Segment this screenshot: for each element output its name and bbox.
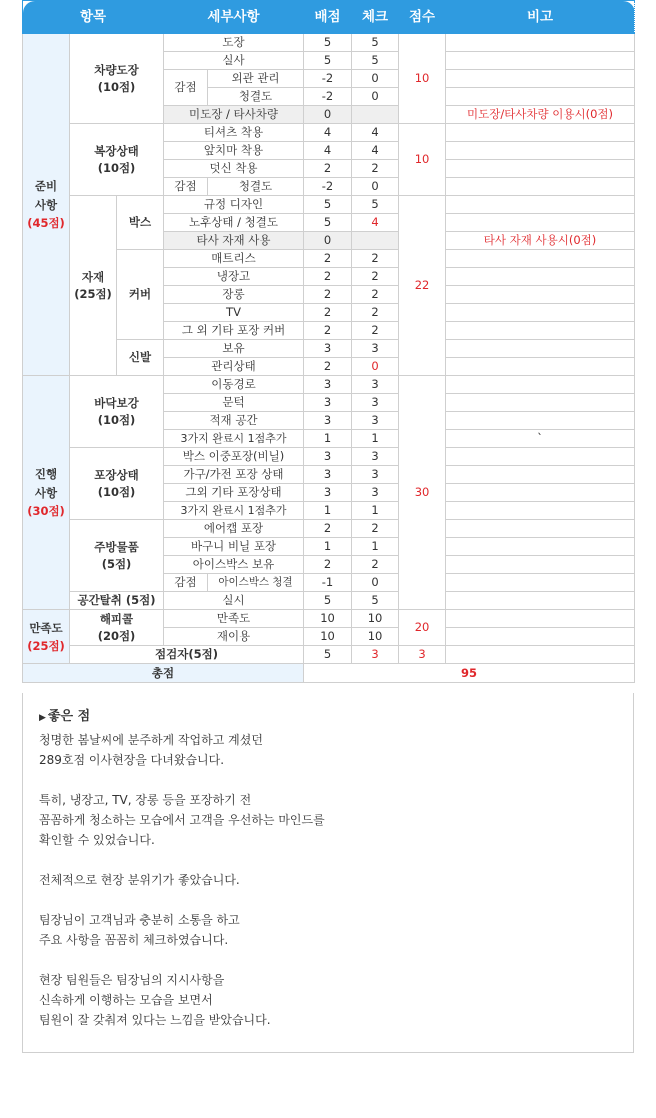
score-cell: 22 [399, 196, 446, 376]
alloc-cell: 4 [304, 124, 352, 142]
detail-cell: 아이스박스 청결 [208, 574, 304, 592]
note-cell [446, 286, 635, 304]
note-cell [446, 574, 635, 592]
alloc-cell: 2 [304, 304, 352, 322]
alloc-cell: 2 [304, 160, 352, 178]
group-floor: 바닥보강 (10점) [70, 376, 164, 448]
alloc-cell: -2 [304, 88, 352, 106]
note-cell [446, 250, 635, 268]
group-vehicle: 차량도장 (10점) [70, 34, 164, 124]
section-points: (30점) [27, 504, 65, 518]
alloc-cell: 2 [304, 268, 352, 286]
alloc-cell: 5 [304, 196, 352, 214]
check-cell: 2 [352, 160, 399, 178]
check-cell: 2 [352, 556, 399, 574]
section-points: (25점) [27, 638, 65, 653]
alloc-cell: 2 [304, 556, 352, 574]
alloc-cell: -1 [304, 574, 352, 592]
note-cell [446, 142, 635, 160]
detail-cell: 박스 이중포장(비닐) [164, 448, 304, 466]
alloc-cell: 5 [304, 592, 352, 610]
comments-title: 좋은 점 [47, 709, 91, 724]
note-cell [446, 88, 635, 106]
note-cell [446, 610, 635, 628]
comments-title-wrap [39, 707, 617, 728]
detail-cell: TV [164, 304, 304, 322]
check-cell: 1 [352, 430, 399, 448]
check-cell: 5 [352, 34, 399, 52]
comment-paragraph: 팀장님이 고객님과 충분히 소통을 하고 주요 사항을 꼼꼼히 체크하였습니다. [39, 913, 240, 947]
detail-cell: 만족도 [164, 610, 304, 628]
note-cell [446, 376, 635, 394]
table-row [23, 610, 635, 628]
check-cell: 10 [352, 610, 399, 628]
check-cell: 3 [352, 412, 399, 430]
note-cell [446, 268, 635, 286]
detail-cell: 도장 [164, 34, 304, 52]
table-row [23, 124, 635, 142]
detail-cell: 아이스박스 보유 [164, 556, 304, 574]
section-label: 준비 사항 [34, 179, 58, 212]
table-header [23, 1, 635, 34]
check-cell: 3 [352, 484, 399, 502]
table-row [23, 646, 635, 664]
score-cell: 10 [399, 124, 446, 196]
score-table [22, 0, 635, 683]
detail-cell: 타사 자재 사용 [164, 232, 304, 250]
alloc-cell: 2 [304, 250, 352, 268]
comment-paragraph: 현장 팀원들은 팀장님의 지시사항을 신속하게 이행하는 모습을 보면서 팀원이 잘 갖춰져 있다는 느낌을 받았습니다. [39, 973, 271, 1027]
detail-cell: 노후상태 / 청결도 [164, 214, 304, 232]
note-cell [446, 466, 635, 484]
table-row [23, 34, 635, 52]
note-cell [446, 124, 635, 142]
group-space: 공간탈취 (5점) [70, 592, 164, 610]
detail-cell: 규정 디자인 [164, 196, 304, 214]
detail-cell: 관리상태 [164, 358, 304, 376]
section-satisfaction [23, 610, 70, 664]
alloc-cell: -2 [304, 178, 352, 196]
alloc-cell: 0 [304, 106, 352, 124]
triangle-bullet-icon: ▶ [39, 713, 46, 723]
total-label: 총점 [23, 664, 304, 683]
check-cell [352, 106, 399, 124]
check-cell: 3 [352, 448, 399, 466]
check-cell: 5 [352, 592, 399, 610]
table-row [23, 196, 635, 214]
detail-cell: 실사 [164, 52, 304, 70]
check-cell [352, 232, 399, 250]
detail-cell: 장롱 [164, 286, 304, 304]
check-cell: 3 [352, 466, 399, 484]
detail-cell: 매트리스 [164, 250, 304, 268]
detail-cell: 그 외 기타 포장 커버 [164, 322, 304, 340]
group-box: 박스 [117, 196, 164, 250]
detail-cell: 앞치마 착용 [164, 142, 304, 160]
note-cell [446, 394, 635, 412]
evaluation-report [22, 0, 634, 1053]
score-cell: 3 [399, 646, 446, 664]
note-cell [446, 484, 635, 502]
score-cell: 20 [399, 610, 446, 646]
alloc-cell: 1 [304, 538, 352, 556]
header-score-alloc: 배점 [304, 1, 352, 34]
check-cell: 2 [352, 304, 399, 322]
detail-cell: 청결도 [208, 88, 304, 106]
detail-cell: 재이용 [164, 628, 304, 646]
header-item: 항목 [23, 1, 164, 34]
note-cell [446, 52, 635, 70]
alloc-cell: 2 [304, 358, 352, 376]
detail-cell: 에어캡 포장 [164, 520, 304, 538]
deduct-label: 감점 [164, 178, 208, 196]
group-packing: 포장상태 (10점) [70, 448, 164, 520]
alloc-cell: 3 [304, 394, 352, 412]
alloc-cell: 5 [304, 646, 352, 664]
deduct-label: 감점 [164, 574, 208, 592]
note-cell [446, 628, 635, 646]
note-cell [446, 214, 635, 232]
detail-cell: 미도장 / 타사차량 [164, 106, 304, 124]
table-row [23, 376, 635, 394]
detail-cell: 외관 관리 [208, 70, 304, 88]
note-cell [446, 556, 635, 574]
check-cell: 0 [352, 358, 399, 376]
alloc-cell: 1 [304, 502, 352, 520]
detail-cell: 적재 공간 [164, 412, 304, 430]
note-cell [446, 70, 635, 88]
detail-cell: 청결도 [208, 178, 304, 196]
comment-paragraph: 특히, 냉장고, TV, 장롱 등을 포장하기 전 꼼꼼하게 청소하는 모습에서 고객을 우선하는 마인드를 확인할 수 있었습니다. [39, 793, 325, 847]
header-note: 비고 [446, 1, 635, 34]
note-cell [446, 322, 635, 340]
check-cell: 1 [352, 502, 399, 520]
group-shoes: 신발 [117, 340, 164, 376]
note-cell [446, 34, 635, 52]
table-row [23, 520, 635, 538]
check-cell: 2 [352, 250, 399, 268]
table-row [23, 592, 635, 610]
note-cell [446, 646, 635, 664]
check-cell: 2 [352, 268, 399, 286]
header-score: 점수 [399, 1, 446, 34]
group-inspector: 점검자(5점) [70, 646, 304, 664]
check-cell: 0 [352, 574, 399, 592]
check-cell: 10 [352, 628, 399, 646]
note-cell [446, 520, 635, 538]
alloc-cell: 5 [304, 52, 352, 70]
note-cell [446, 358, 635, 376]
alloc-cell: 4 [304, 142, 352, 160]
note-cell [446, 196, 635, 214]
alloc-cell: 3 [304, 466, 352, 484]
check-cell: 2 [352, 322, 399, 340]
header-detail: 세부사항 [164, 1, 304, 34]
check-cell: 4 [352, 124, 399, 142]
alloc-cell: 2 [304, 322, 352, 340]
note-cell: 미도장/타사차량 이용시(0점) [446, 106, 635, 124]
score-cell: 30 [399, 376, 446, 610]
note-cell [446, 538, 635, 556]
alloc-cell: 10 [304, 628, 352, 646]
deduct-label: 감점 [164, 70, 208, 106]
total-row [23, 664, 635, 683]
note-cell [446, 502, 635, 520]
group-kitchen: 주방물품 (5점) [70, 520, 164, 592]
check-cell: 4 [352, 142, 399, 160]
alloc-cell: -2 [304, 70, 352, 88]
note-cell [446, 160, 635, 178]
detail-cell: 바구니 비닐 포장 [164, 538, 304, 556]
detail-cell: 냉장고 [164, 268, 304, 286]
note-cell [446, 304, 635, 322]
header-check: 체크 [352, 1, 399, 34]
detail-cell: 가구/가전 포장 상태 [164, 466, 304, 484]
check-cell: 4 [352, 214, 399, 232]
note-cell [446, 448, 635, 466]
comment-paragraph: 청명한 봄날씨에 분주하게 작업하고 계셨던 289호점 이사현장을 다녀왔습니다. [39, 733, 263, 767]
group-material: 자재 (25점) [70, 196, 117, 376]
check-cell: 2 [352, 286, 399, 304]
alloc-cell: 0 [304, 232, 352, 250]
note-cell [446, 592, 635, 610]
comments-box [22, 693, 634, 1053]
check-cell: 3 [352, 646, 399, 664]
section-label: 진행 사항 [34, 467, 58, 500]
alloc-cell: 5 [304, 214, 352, 232]
check-cell: 5 [352, 52, 399, 70]
note-cell [446, 412, 635, 430]
detail-cell: 3가지 완료시 1점추가 [164, 430, 304, 448]
alloc-cell: 3 [304, 484, 352, 502]
check-cell: 3 [352, 340, 399, 358]
score-cell: 10 [399, 34, 446, 124]
total-value: 95 [304, 664, 635, 683]
group-uniform: 복장상태 (10점) [70, 124, 164, 196]
detail-cell: 이동경로 [164, 376, 304, 394]
check-cell: 2 [352, 520, 399, 538]
alloc-cell: 10 [304, 610, 352, 628]
note-cell: 타사 자재 사용시(0점) [446, 232, 635, 250]
group-happycall: 해피콜 (20점) [70, 610, 164, 646]
section-points: (45점) [27, 216, 65, 230]
alloc-cell: 3 [304, 376, 352, 394]
section-progress [23, 376, 70, 610]
detail-cell: 문턱 [164, 394, 304, 412]
note-cell [446, 178, 635, 196]
check-cell: 3 [352, 394, 399, 412]
section-label: 만족도 [29, 620, 63, 635]
alloc-cell: 3 [304, 448, 352, 466]
check-cell: 0 [352, 70, 399, 88]
comment-paragraph: 전체적으로 현장 분위기가 좋았습니다. [39, 873, 240, 887]
alloc-cell: 1 [304, 430, 352, 448]
table-row [23, 448, 635, 466]
check-cell: 5 [352, 196, 399, 214]
check-cell: 1 [352, 538, 399, 556]
detail-cell: 3가지 완료시 1점추가 [164, 502, 304, 520]
check-cell: 3 [352, 376, 399, 394]
alloc-cell: 3 [304, 340, 352, 358]
check-cell: 0 [352, 88, 399, 106]
alloc-cell: 5 [304, 34, 352, 52]
check-cell: 0 [352, 178, 399, 196]
group-cover: 커버 [117, 250, 164, 340]
detail-cell: 그외 기타 포장상태 [164, 484, 304, 502]
detail-cell: 실시 [164, 592, 304, 610]
alloc-cell: 2 [304, 520, 352, 538]
note-cell [446, 340, 635, 358]
alloc-cell: 3 [304, 412, 352, 430]
note-cell: ` [446, 430, 635, 448]
detail-cell: 덧신 착용 [164, 160, 304, 178]
detail-cell: 보유 [164, 340, 304, 358]
section-prep [23, 34, 70, 376]
detail-cell: 티셔츠 착용 [164, 124, 304, 142]
alloc-cell: 2 [304, 286, 352, 304]
